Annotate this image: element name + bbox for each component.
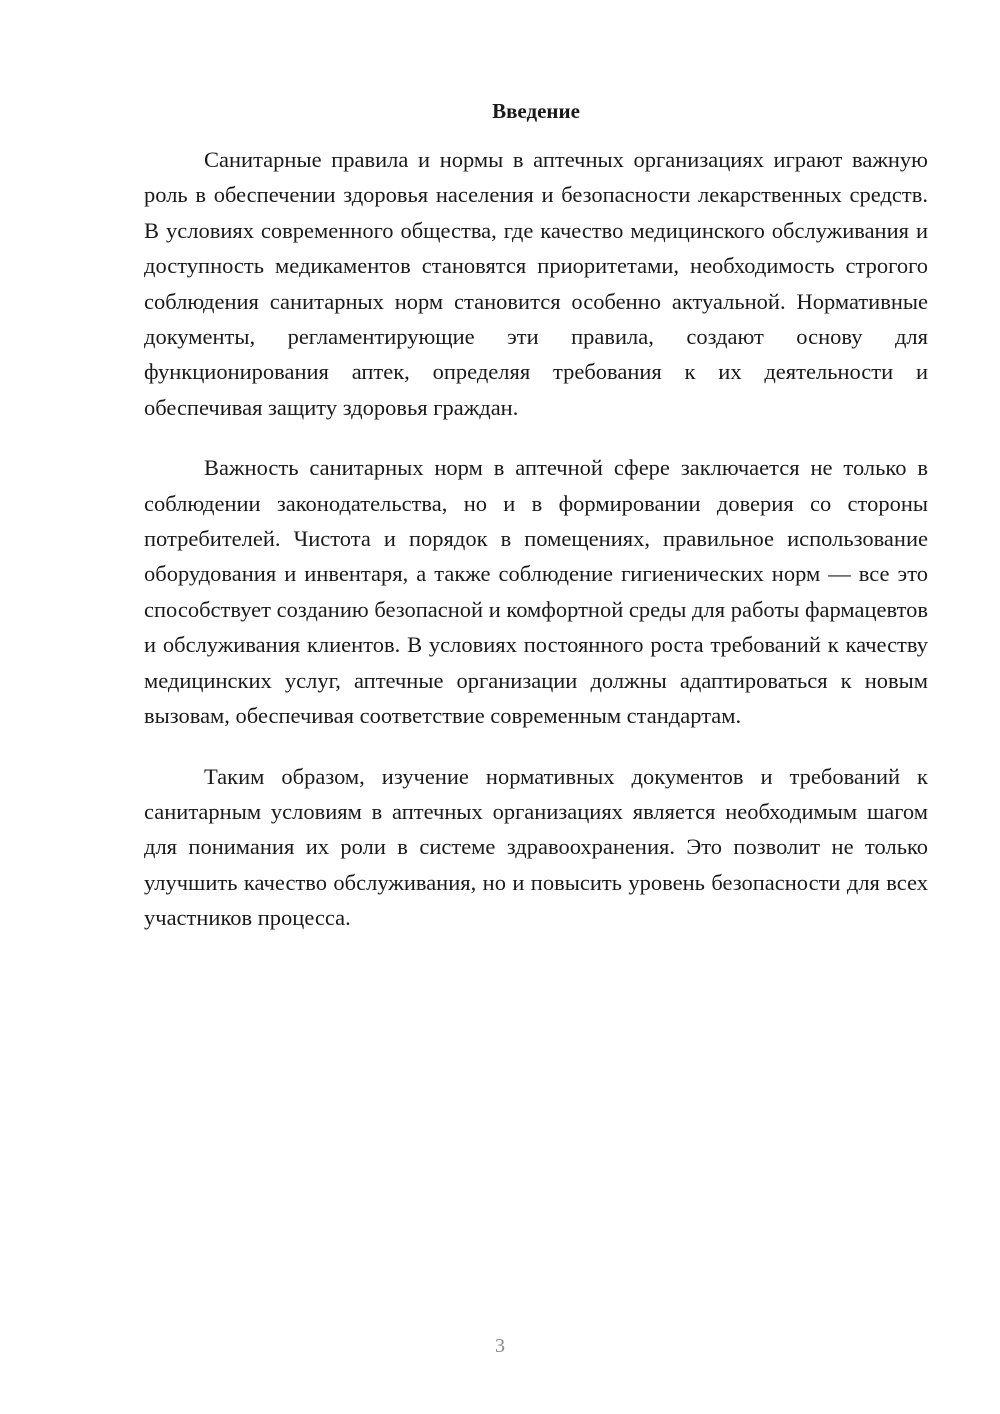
body-text — [144, 142, 928, 961]
paragraph-1: Санитарные правила и нормы в аптечных организациях играют важную роль в обеспечении здоровья населения и безопасности лекарственных средств. В условиях современного общества, где качество медицинского обслуживания и доступность медикаментов становятся приоритетами, необходимость строгого соблюдения санитарных норм становится особенно актуальной. Нормативные документы, регламентирующие эти правила, создают основу для функционирования аптек, определяя требования к их деятельности и обеспечивая защиту здоровья граждан. — [144, 147, 928, 420]
paragraph-2: Важность санитарных норм в аптечной сфере заключается не только в соблюдении законодательства, но и в формировании доверия со стороны потребителей. Чистота и порядок в помещениях, правильное использование оборудования и инвентаря, а также соблюдение гигиенических норм — все это способствует созданию безопасной и комфортной среды для работы фармацевтов и обслуживания клиентов. В условиях постоянного роста требований к качеству медицинских услуг, аптечные организации должны адаптироваться к новым вызовам, обеспечивая соответствие современным стандартам. — [144, 455, 928, 729]
paragraph-3: Таким образом, изучение нормативных документов и требований к санитарным условиям в аптечных организациях является необходимым шагом для понимания их роли в системе здравоохранения. Это позволит не только улучшить качество обслуживания, но и повысить уровень безопасности для всех участников процесса. — [144, 763, 928, 931]
section-title: Введение — [492, 99, 580, 123]
page-number: 3 — [495, 1335, 505, 1357]
